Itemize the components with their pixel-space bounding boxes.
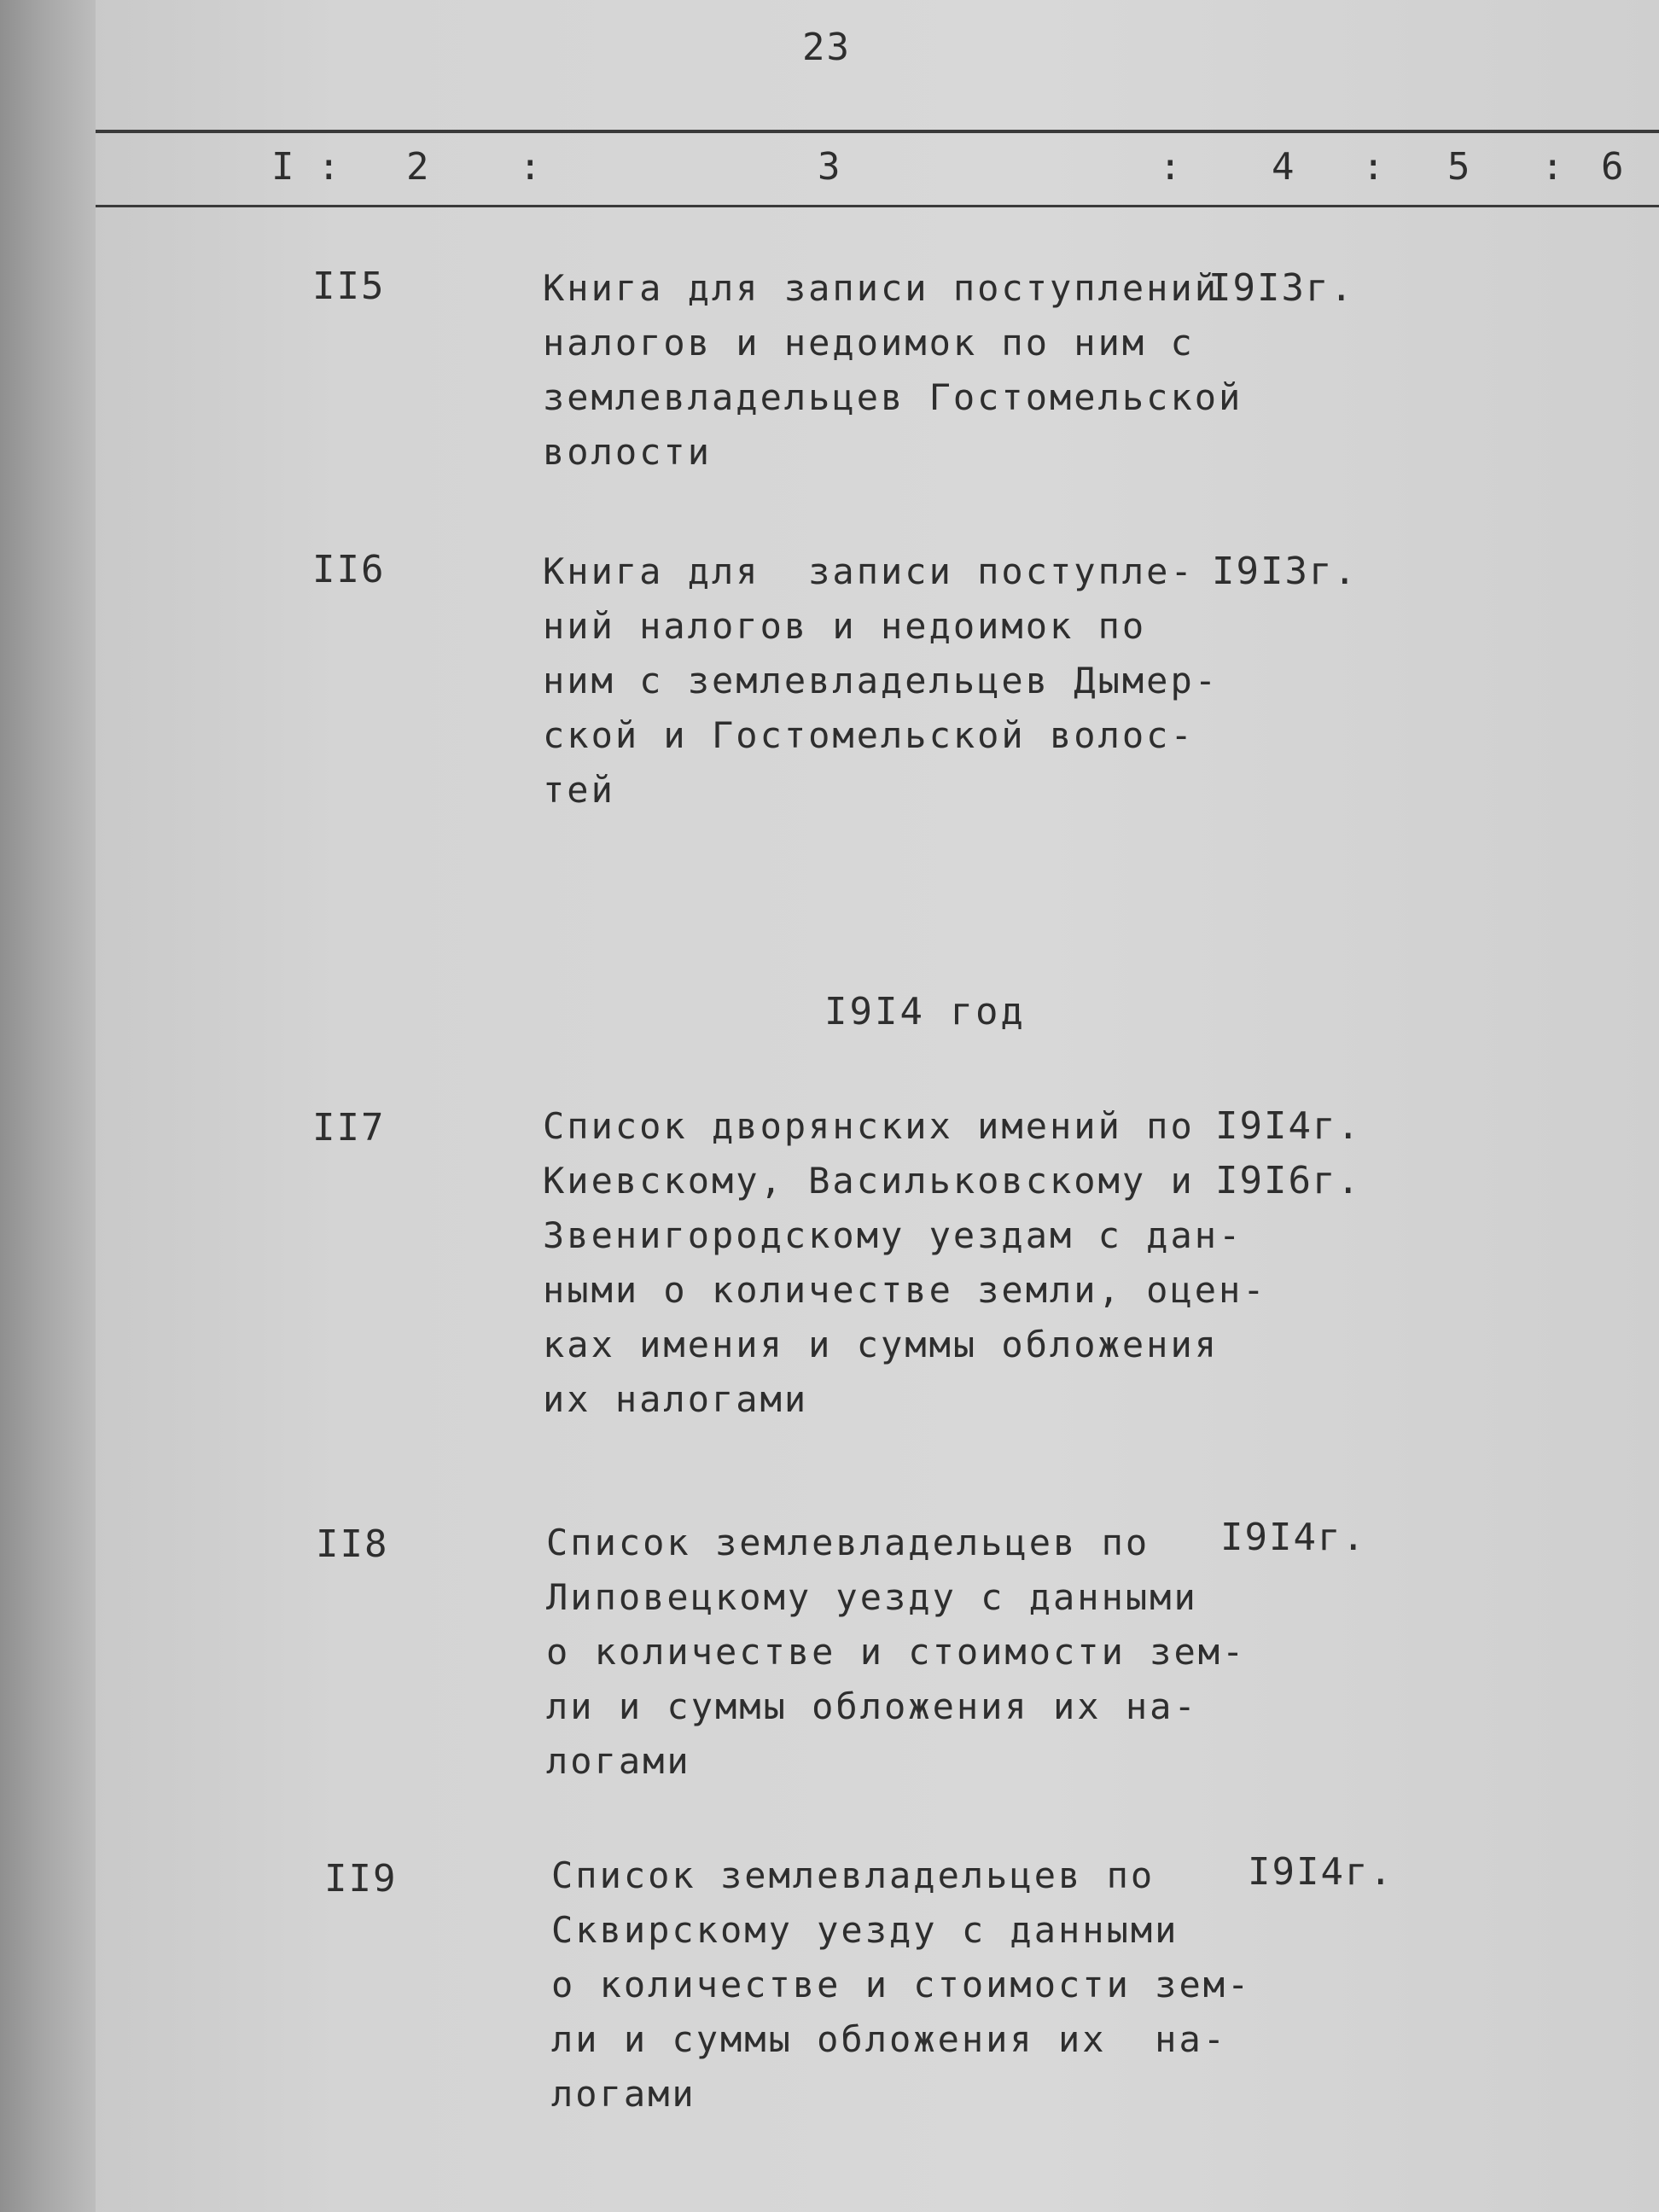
entry-number: II5	[312, 265, 386, 308]
column-header-1: I	[271, 145, 294, 189]
page-number: 23	[802, 26, 851, 69]
binding-edge	[0, 0, 96, 2212]
entry-title-line: ской и Гостомельской волос-	[543, 714, 1195, 756]
section-title: I9I4 год	[824, 990, 1026, 1033]
column-header-5: 5	[1447, 145, 1470, 189]
entry-date: I9I4г.	[1215, 1104, 1361, 1148]
column-header-6: 6	[1601, 145, 1624, 189]
entry-title-line: ли и суммы обложения их на-	[551, 2018, 1228, 2060]
entry-title-line: тей	[543, 769, 615, 811]
column-header-3: 3	[818, 145, 841, 189]
entry-title-line: ний налогов и недоимок по	[543, 605, 1147, 647]
column-separator: :	[519, 145, 542, 189]
entry-title-line: ним с землевладельцев Дымер-	[543, 660, 1220, 701]
column-header-4: 4	[1272, 145, 1295, 189]
column-separator: :	[1541, 145, 1564, 189]
entry-title-line: их налогами	[543, 1378, 809, 1420]
entry-title-line: Книга для записи поступлений	[543, 267, 1220, 309]
table-header-top-rule	[96, 130, 1659, 133]
table-header-bottom-rule	[96, 205, 1659, 207]
entry-title-line: логами	[546, 1740, 691, 1782]
column-separator: :	[317, 145, 341, 189]
entry-number: II7	[312, 1106, 386, 1150]
entry-title-line: Сквирскому уезду с данными	[551, 1909, 1179, 1951]
entry-title-line: Книга для записи поступле-	[543, 550, 1195, 592]
entry-title-line: Список землевладельцев по	[546, 1522, 1150, 1563]
entry-title-line: волости	[543, 431, 713, 473]
entry-title-line: налогов и недоимок по ним с	[543, 322, 1195, 364]
entry-number: II9	[324, 1857, 398, 1901]
entry-date: I9I3г.	[1208, 266, 1354, 310]
entry-date: I9I4г.	[1220, 1516, 1366, 1559]
entry-title-line: ными о количестве земли, оцен-	[543, 1269, 1267, 1311]
entry-date: I9I4г.	[1248, 1850, 1394, 1894]
entry-title-line: ках имения и суммы обложения	[543, 1324, 1220, 1365]
entry-title-line: Липовецкому уезду с данными	[546, 1576, 1198, 1618]
entry-title-line: Киевскому, Васильковскому и	[543, 1160, 1195, 1202]
entry-number: II6	[312, 548, 386, 591]
column-separator: :	[1362, 145, 1385, 189]
column-header-2: 2	[406, 145, 429, 189]
entry-date: I9I6г.	[1215, 1159, 1361, 1202]
column-separator: :	[1159, 145, 1182, 189]
entry-title-line: ли и суммы обложения их на-	[546, 1685, 1198, 1727]
entry-title-line: Список землевладельцев по	[551, 1854, 1155, 1896]
entry-title-line: о количестве и стоимости зем-	[546, 1631, 1247, 1673]
entry-title-line: о количестве и стоимости зем-	[551, 1964, 1252, 2005]
entry-title-line: Звенигородскому уездам с дан-	[543, 1214, 1243, 1256]
entry-number: II8	[316, 1522, 389, 1566]
entry-title-line: Список дворянских имений по	[543, 1105, 1195, 1147]
entry-title-line: логами	[551, 2073, 696, 2115]
entry-date: I9I3г.	[1212, 550, 1358, 593]
entry-title-line: землевладельцев Гостомельской	[543, 376, 1243, 418]
